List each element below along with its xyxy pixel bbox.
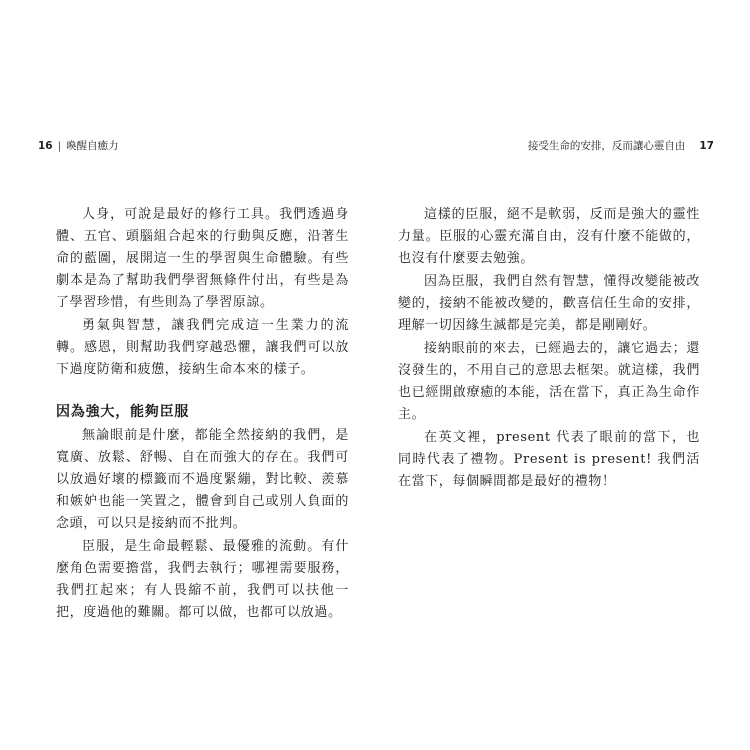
left-running-header: [38, 139, 119, 153]
chapter-title: 接受生命的安排，反而讓心靈自由: [527, 140, 686, 152]
paragraph: 接納眼前的來去，已經過去的，讓它過去；還沒發生的，不用自己的意思去框架。就這樣，我們也已經開啟療癒的本能，活在當下，真正為生命作主。: [398, 341, 700, 422]
book-title: 喚醒自癒力: [66, 140, 119, 152]
header-separator: |: [57, 140, 62, 152]
paragraph: 這樣的臣服，絕不是軟弱，反而是強大的靈性力量。臣服的心靈充滿自由，沒有什麼不能做的，也沒有什麼要去勉強。: [398, 207, 700, 266]
right-running-header: [528, 139, 714, 153]
section-heading: 因為強大，能夠臣服: [56, 404, 190, 420]
paragraph: 因為臣服，我們自然有智慧，懂得改變能被改變的，接納不能被改變的，歡喜信任生命的安排，理解一切因緣生滅都是完美，都是剛剛好。: [398, 274, 700, 333]
paragraph: 勇氣與智慧，讓我們完成這一生業力的流轉。感恩，則幫助我們穿越恐懼，讓我們可以放下過度防衛和疲憊，接納生命本來的樣子。: [56, 318, 349, 377]
paragraph: 人身，可說是最好的修行工具。我們透過身體、五官、頭腦組合起來的行動與反應，沿著生命的藍圖，展開這一生的學習與生命體驗。有些劇本是為了幫助我們學習無條件付出，有些是為了學習珍惜，有些則為了學習原諒。: [56, 207, 349, 310]
paragraph: 臣服，是生命最輕鬆、最優雅的流動。有什麼角色需要擔當，我們去執行；哪裡需要服務，我們扛起來；有人畏縮不前，我們可以扶他一把，度過他的難關。都可以做，也都可以放過。: [56, 539, 349, 620]
right-page-number: 17: [699, 140, 714, 152]
paragraph: 在英文裡，present 代表了眼前的當下，也同時代表了禮物。Present is present! 我們活在當下，每個瞬間都是最好的禮物！: [398, 430, 700, 489]
right-page-body: [398, 204, 700, 494]
left-page-number: 16: [38, 140, 53, 152]
left-page-body: [56, 204, 349, 625]
paragraph: 無論眼前是什麼，都能全然接納的我們，是寬廣、放鬆、舒暢、自在而強大的存在。我們可以放過好壞的標籤而不過度緊繃，對比較、羨慕和嫉妒也能一笑置之，體會到自己或別人負面的念頭，可以只是接納而不批判。: [56, 428, 349, 531]
